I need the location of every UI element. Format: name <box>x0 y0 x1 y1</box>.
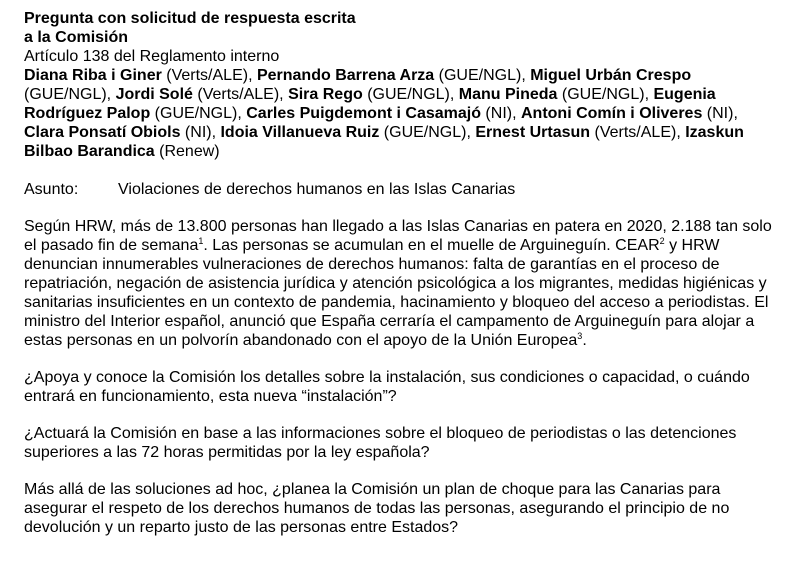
author-name: Jordi Solé <box>115 86 193 103</box>
subject-line <box>24 180 780 199</box>
author-group: (NI), <box>180 124 221 141</box>
author-group: (Verts/ALE), <box>590 124 686 141</box>
author-name: Miguel Urbán Crespo <box>530 67 692 84</box>
author-group: (GUE/NGL), <box>150 105 247 122</box>
subject-text: Violaciones de derechos humanos en las Islas Canarias <box>118 181 516 198</box>
author-name: Antoni Comín i Oliveres <box>520 105 703 122</box>
author-group: (Renew) <box>154 143 220 160</box>
author-group: (Verts/ALE), <box>161 67 257 84</box>
footnote-marker-2: 2 <box>659 236 665 246</box>
context-text-part-4: . <box>582 332 587 349</box>
author-list <box>24 66 780 161</box>
rule-reference: Artículo 138 del Reglamento interno <box>24 48 280 65</box>
author-name: Izaskun Bilbao Barandica <box>24 124 744 160</box>
question-1-paragraph: ¿Apoya y conoce la Comisión los detalles sobre la instalación, sus condiciones o capacidad, o cuándo entrará en funcionamiento, esta nueva “instalación”? <box>24 369 750 405</box>
author-group: (GUE/NGL), <box>434 67 531 84</box>
author-name: Eugenia Rodríguez Palop <box>24 86 716 122</box>
author-group: (GUE/NGL), <box>24 86 116 103</box>
author-group: (GUE/NGL), <box>379 124 476 141</box>
author-name: Carles Puigdemont i Casamajó <box>246 105 481 122</box>
context-text-part-1: Según HRW, más de 13.800 personas han llegado a las Islas Canarias en patera en 2020, 2.188 tan solo el pasado fin de semana <box>24 218 772 254</box>
footnote-marker-3: 3 <box>577 331 583 341</box>
author-name: Ernest Urtasun <box>475 124 591 141</box>
question-3-paragraph: Más allá de las soluciones ad hoc, ¿planea la Comisión un plan de choque para las Canarias para asegurar el respeto de los derechos humanos de todas las personas, asegurando el principio de no devolución y un reparto justo de las personas entre Estados? <box>24 481 730 536</box>
author-name: Manu Pineda <box>458 86 558 103</box>
document-title-line-1: Pregunta con solicitud de respuesta escrita <box>24 10 356 27</box>
author-group: (NI), <box>702 105 738 122</box>
subject-label: Asunto: <box>24 181 79 198</box>
question-2-paragraph: ¿Actuará la Comisión en base a las informaciones sobre el bloqueo de periodistas o las detenciones superiores a las 72 horas permitidas por la ley española? <box>24 425 737 461</box>
author-name: Diana Riba i Giner <box>24 67 162 84</box>
context-paragraph <box>24 217 780 350</box>
author-name: Pernando Barrena Arza <box>256 67 435 84</box>
footnote-marker-1: 1 <box>198 236 204 246</box>
author-group: (NI), <box>480 105 521 122</box>
author-name: Clara Ponsatí Obiols <box>24 124 181 141</box>
question-document <box>24 9 780 537</box>
author-name: Idoia Villanueva Ruiz <box>220 124 380 141</box>
author-name: Sira Rego <box>288 86 363 103</box>
author-group: (Verts/ALE), <box>192 86 289 103</box>
document-title-line-2: a la Comisión <box>24 29 129 46</box>
author-group: (GUE/NGL), <box>557 86 654 103</box>
context-text-part-2: . Las personas se acumulan en el muelle de Arguineguín. CEAR <box>203 237 660 254</box>
context-text-part-3: y HRW denuncian innumerables vulneraciones de derechos humanos: falta de garantías en el proceso de repatriación, negación de asistencia jurídica y atención psicológica a los migrantes, medidas higiénicas y sanitarias insuficientes en un contexto de pandemia, hacinamiento y bloqueo del acceso a periodistas. El ministro del Interior español, anunció que España cerraría el campamento de Arguineguín para alojar a estas personas en un polvorín abandonado con el apoyo de la Unión Europea <box>24 237 769 349</box>
author-group: (GUE/NGL), <box>362 86 459 103</box>
